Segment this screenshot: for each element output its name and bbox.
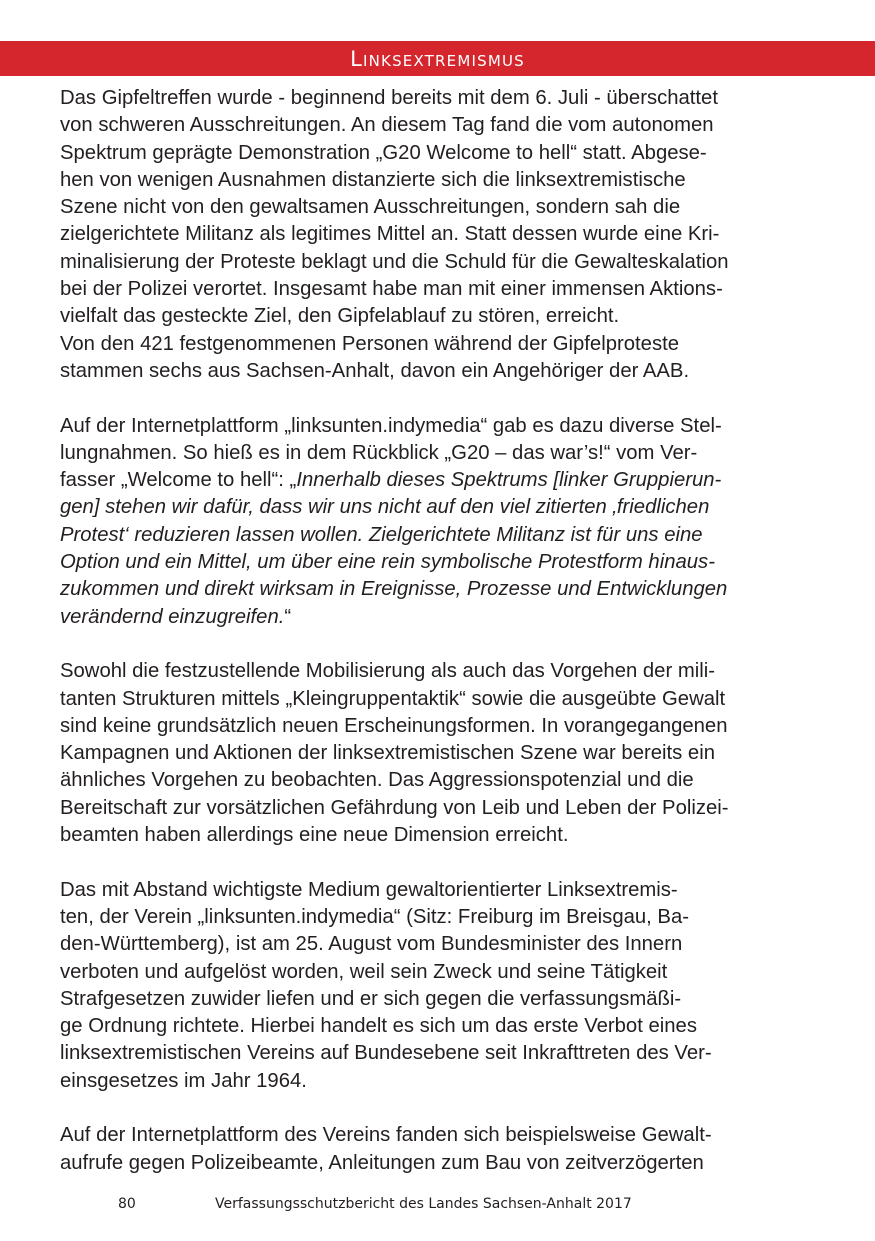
quote-text: verändernd einzugreifen.: [60, 605, 285, 628]
text-line: Kampagnen und Aktionen der linksextremistischen Szene war bereits ein: [60, 742, 716, 765]
text-line: sind keine grundsätzlich neuen Erscheinungsformen. In vorangegangenen: [60, 714, 728, 737]
paragraph-3: [60, 658, 820, 849]
text-line: linksextremistischen Vereins auf Bundesebene seit Inkrafttreten des Ver-: [60, 1042, 712, 1065]
section-title: Linksextremismus: [350, 46, 525, 71]
quote-line: [60, 576, 820, 603]
closing-quote: “: [284, 605, 292, 628]
text-line: Szene nicht von den gewaltsamen Ausschreitungen, sondern sah die: [60, 196, 681, 219]
text-line: ge Ordnung richtete. Hierbei handelt es sich um das erste Verbot eines: [60, 1015, 697, 1038]
text-line: Bereitschaft zur vorsätzlichen Gefährdung von Leib und Leben der Polizei-: [60, 796, 729, 819]
text-line: Auf der Internetplattform des Vereins fanden sich beispielsweise Gewalt-: [60, 1124, 712, 1147]
text-line: Strafgesetzen zuwider liefen und er sich gegen die verfassungsmäßi-: [60, 987, 682, 1010]
quote-text: gen] stehen wir dafür, dass wir uns nicht auf den viel zitierten ‚friedlichen: [60, 496, 710, 519]
quote-text: Protest‘ reduzieren lassen wollen. Zielgerichtete Militanz ist für uns eine: [60, 523, 703, 546]
text-line: Spektrum geprägte Demonstration „G20 Welcome to hell“ statt. Abgese-: [60, 141, 707, 164]
text-line: Das Gipfeltreffen wurde - beginnend bereits mit dem 6. Juli - überschattet: [60, 87, 718, 109]
quote-text: Innerhalb dieses Spektrums [linker Gruppierun-: [296, 469, 722, 492]
text-run: fasser „Welcome to hell“: „: [60, 469, 297, 492]
text-line: Das mit Abstand wichtigste Medium gewaltorientierter Linksextremis-: [60, 878, 678, 901]
page-number: 80: [118, 1196, 136, 1212]
text-line: lungnahmen. So hieß es in dem Rückblick „G20 – das war’s!“ vom Ver-: [60, 441, 698, 464]
quote-text: Option und ein Mittel, um über eine rein symbolische Protestform hinaus-: [60, 551, 715, 574]
paragraph-gap: [60, 385, 820, 412]
paragraph-gap: [60, 849, 820, 876]
text-line: minalisierung der Proteste beklagt und die Schuld für die Gewalteskalation: [60, 250, 729, 273]
quote-line: [60, 494, 820, 521]
text-line: Von den 421 festgenommenen Personen während der Gipfelproteste: [60, 332, 679, 355]
quote-line: [60, 604, 820, 631]
text-line: [60, 467, 820, 494]
paragraph-1: [60, 85, 820, 385]
paragraph-gap: [60, 631, 820, 658]
text-line: einsgesetzes im Jahr 1964.: [60, 1069, 307, 1092]
text-line: vielfalt das gesteckte Ziel, den Gipfelablauf zu stören, erreicht.: [60, 305, 620, 328]
paragraph-5: [60, 1122, 820, 1177]
paragraph-4: [60, 877, 820, 1095]
text-line: stammen sechs aus Sachsen-Anhalt, davon ein Angehöriger der AAB.: [60, 359, 690, 382]
paragraph-2-quote: [60, 413, 820, 631]
paragraph-gap: [60, 1095, 820, 1122]
text-line: Sowohl die festzustellende Mobilisierung als auch das Vorgehen der mili-: [60, 660, 716, 683]
section-header: [0, 41, 875, 76]
text-line: von schweren Ausschreitungen. An diesem Tag fand die vom autonomen: [60, 114, 714, 137]
text-line: tanten Strukturen mittels „Kleingruppentaktik“ sowie die ausgeübte Gewalt: [60, 687, 726, 710]
footer-title: Verfassungsschutzbericht des Landes Sachsen-Anhalt 2017: [215, 1196, 632, 1212]
text-line: hen von wenigen Ausnahmen distanzierte sich die linksextremistische: [60, 168, 686, 191]
text-line: beamten haben allerdings eine neue Dimension erreicht.: [60, 824, 569, 847]
text-line: den-Württemberg), ist am 25. August vom Bundesminister des Innern: [60, 933, 683, 956]
text-line: zielgerichtete Militanz als legitimes Mittel an. Statt dessen wurde eine Kri-: [60, 223, 720, 246]
quote-line: [60, 549, 820, 576]
text-line: Auf der Internetplattform „linksunten.indymedia“ gab es dazu diverse Stel-: [60, 414, 722, 437]
body-text: [60, 85, 820, 1177]
quote-line: [60, 522, 820, 549]
text-line: ähnliches Vorgehen zu beobachten. Das Aggressionspotenzial und die: [60, 769, 694, 792]
quote-text: zukommen und direkt wirksam in Ereignisse, Prozesse und Entwicklungen: [60, 578, 728, 601]
text-line: aufrufe gegen Polizeibeamte, Anleitungen zum Bau von zeitverzögerten: [60, 1151, 704, 1174]
text-line: verboten und aufgelöst worden, weil sein Zweck und seine Tätigkeit: [60, 960, 668, 983]
text-line: ten, der Verein „linksunten.indymedia“ (Sitz: Freiburg im Breisgau, Ba-: [60, 905, 689, 928]
text-line: bei der Polizei verortet. Insgesamt habe man mit einer immensen Aktions-: [60, 278, 723, 301]
